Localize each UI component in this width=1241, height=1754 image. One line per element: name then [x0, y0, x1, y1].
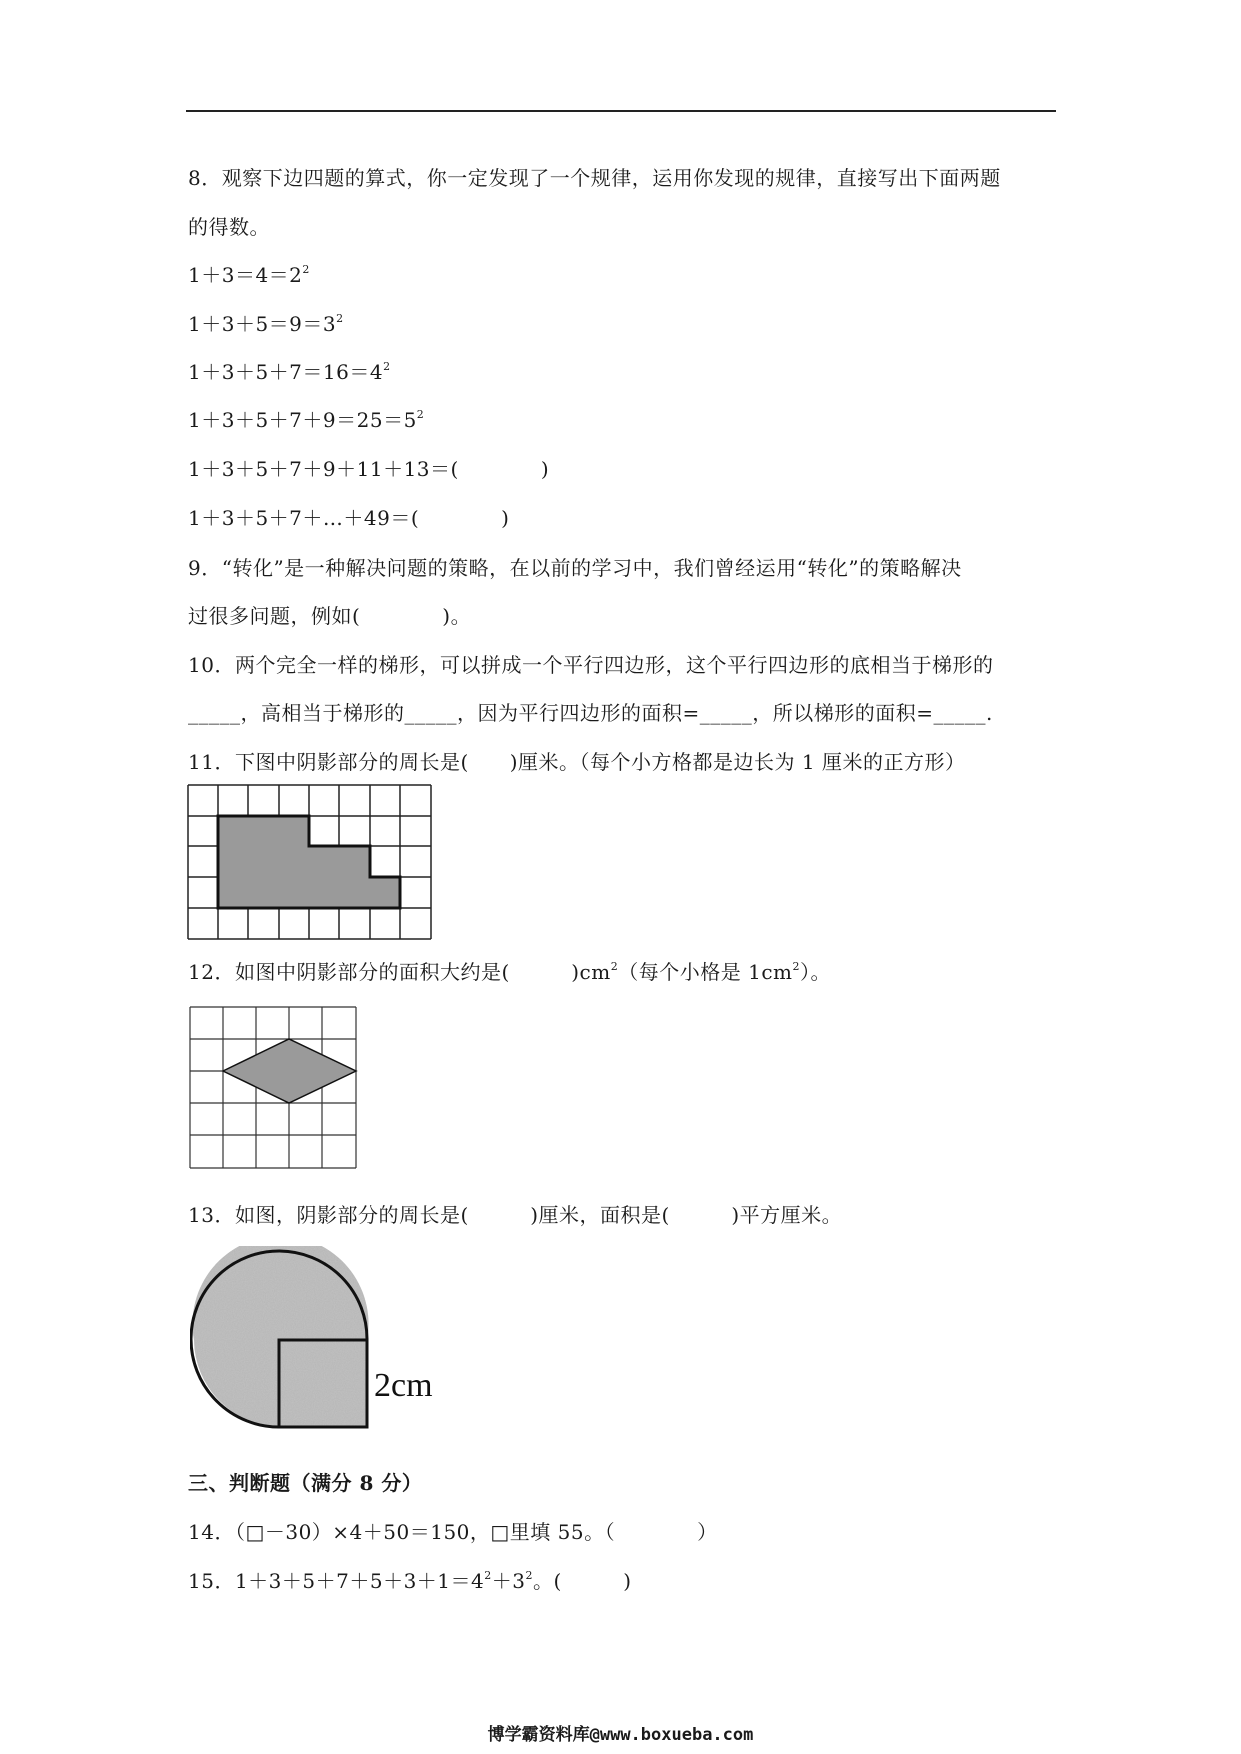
- q11-text: 11．下图中阴影部分的周长是( )厘米。（每个小方格都是边长为 1 厘米的正方形）: [188, 750, 966, 774]
- q8-eq5: 1＋3＋5＋7＋9＋11＋13＝( ): [188, 457, 550, 481]
- q8-eq3: $1+3+5+7=16=4^2$: [188, 360, 391, 384]
- q8-line1: 8．观察下边四题的算式，你一定发现了一个规律，运用你发现的规律，直接写出下面两题: [188, 166, 1001, 190]
- q12-text: 12．如图中阴影部分的面积大约是( )$cm^2$（每个小格是 $1cm^2$）。: [188, 960, 831, 984]
- q11-grid-figure: [187, 784, 433, 942]
- q12-shaded-rhombus: [223, 1039, 356, 1103]
- q15-text: 15．$1+3+5+7+5+3+1=4^2+3^2$。( ): [188, 1569, 632, 1593]
- header-rule: [186, 110, 1056, 112]
- q8-eq1: $1+3=4=2^2$: [188, 263, 310, 287]
- q10-line2: _____，高相当于梯形的_____，因为平行四边形的面积=_____，所以梯形的面积=_____.: [188, 701, 993, 725]
- footer-watermark: 博学霸资料库@www.boxueba.com: [487, 1725, 754, 1745]
- q9-line1: 9．“转化”是一种解决问题的策略，在以前的学习中，我们曾经运用“转化”的策略解决: [188, 556, 962, 580]
- q10-line1: 10．两个完全一样的梯形，可以拼成一个平行四边形，这个平行四边形的底相当于梯形的: [188, 653, 994, 677]
- q8-eq2: $1+3+5=9=3^2$: [188, 312, 344, 336]
- q8-eq4: $1+3+5+7+9=25=5^2$: [188, 408, 425, 432]
- q11-shaded-region: [218, 816, 400, 908]
- q12-grid-figure: [189, 1006, 359, 1171]
- q8-eq6: 1＋3＋5＋7＋…＋49＝( ): [188, 506, 510, 530]
- q13-label: 2cm: [374, 1367, 433, 1404]
- q9-line2: 过很多问题，例如( )。: [188, 604, 472, 628]
- section3-title: 三、判断题（满分 8 分）: [188, 1471, 423, 1495]
- q14-text: 14．（□－30）×4＋50＝150，□里填 55。（ ）: [188, 1520, 718, 1544]
- q13-circle-figure: [190, 1246, 450, 1431]
- q8-line2: 的得数。: [188, 215, 270, 239]
- q13-text: 13．如图，阴影部分的周长是( )厘米，面积是( )平方厘米。: [188, 1203, 843, 1227]
